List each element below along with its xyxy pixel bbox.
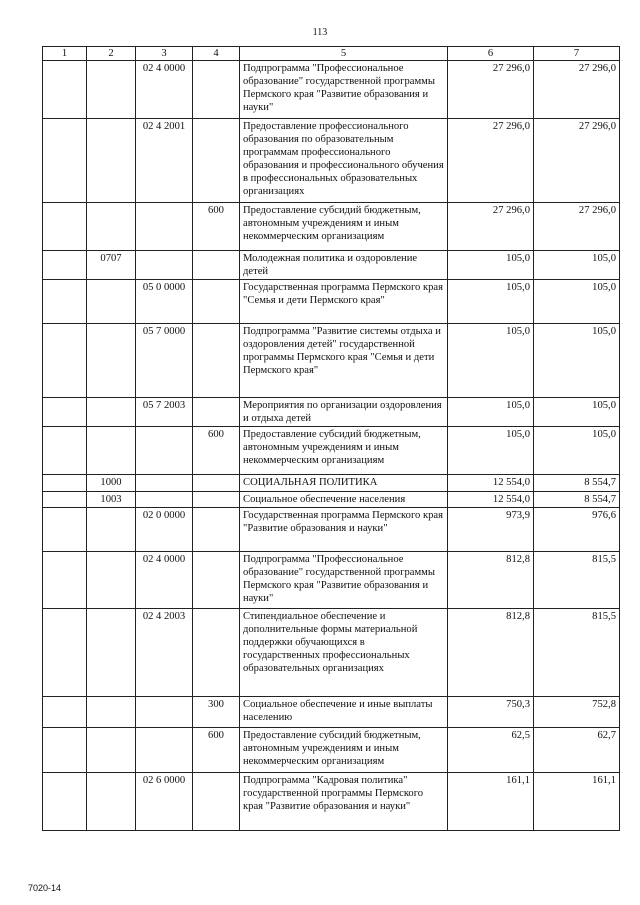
table-row: [43, 609, 620, 697]
cell-subsection: [87, 398, 136, 427]
cell-subsection: 1003: [87, 492, 136, 508]
cell-expense-type: [193, 280, 240, 324]
cell-expense-type: [193, 552, 240, 609]
cell-section: [43, 280, 87, 324]
table-row: [43, 552, 620, 609]
cell-amount-year-2: 105,0: [534, 324, 620, 398]
table-row: [43, 280, 620, 324]
table-row: [43, 697, 620, 728]
cell-amount-year-2: 976,6: [534, 508, 620, 552]
cell-amount-year-1: 27 296,0: [448, 61, 534, 119]
cell-amount-year-2: 27 296,0: [534, 203, 620, 251]
cell-expense-type: [193, 251, 240, 280]
column-header: 2: [87, 47, 136, 61]
cell-subsection: [87, 119, 136, 203]
cell-target-article: 02 6 0000: [136, 773, 193, 831]
cell-name: Социальное обеспечение и иные выплаты населению: [240, 697, 448, 728]
cell-target-article: 05 0 0000: [136, 280, 193, 324]
cell-amount-year-1: 62,5: [448, 728, 534, 773]
page-number: 113: [312, 27, 328, 38]
cell-subsection: [87, 280, 136, 324]
cell-section: [43, 728, 87, 773]
cell-subsection: [87, 324, 136, 398]
cell-expense-type: [193, 508, 240, 552]
cell-name: Молодежная политика и оздоровление детей: [240, 251, 448, 280]
cell-amount-year-2: 105,0: [534, 251, 620, 280]
table-row: [43, 398, 620, 427]
cell-section: [43, 609, 87, 697]
cell-target-article: [136, 728, 193, 773]
column-header: 5: [240, 47, 448, 61]
budget-table: [42, 46, 620, 831]
cell-amount-year-1: 812,8: [448, 552, 534, 609]
cell-expense-type: [193, 492, 240, 508]
cell-name: Подпрограмма "Профессиональное образование" государственной программы Пермского края "Развитие образования и науки": [240, 552, 448, 609]
cell-amount-year-2: 105,0: [534, 280, 620, 324]
cell-amount-year-2: 8 554,7: [534, 475, 620, 492]
table-body: [43, 61, 620, 831]
cell-target-article: 02 0 0000: [136, 508, 193, 552]
cell-expense-type: [193, 324, 240, 398]
cell-target-article: 02 4 0000: [136, 61, 193, 119]
table-row: [43, 324, 620, 398]
cell-subsection: [87, 552, 136, 609]
cell-name: Предоставление субсидий бюджетным, автономным учреждениям и иным некоммерческим организациям: [240, 203, 448, 251]
table-row: [43, 203, 620, 251]
cell-amount-year-2: 105,0: [534, 427, 620, 475]
table-row: [43, 61, 620, 119]
cell-name: Предоставление профессионального образования по образовательным программам профессионального образования и профессионального обучения в профессиональных образовательных организациях: [240, 119, 448, 203]
table-row: [43, 119, 620, 203]
cell-amount-year-2: 752,8: [534, 697, 620, 728]
cell-name: Предоставление субсидий бюджетным, автономным учреждениям и иным некоммерческим организациям: [240, 728, 448, 773]
cell-section: [43, 508, 87, 552]
column-header: 1: [43, 47, 87, 61]
cell-amount-year-1: 105,0: [448, 427, 534, 475]
cell-amount-year-1: 750,3: [448, 697, 534, 728]
cell-section: [43, 492, 87, 508]
cell-amount-year-2: 815,5: [534, 609, 620, 697]
cell-target-article: [136, 203, 193, 251]
cell-subsection: [87, 609, 136, 697]
cell-amount-year-2: 8 554,7: [534, 492, 620, 508]
cell-amount-year-2: 62,7: [534, 728, 620, 773]
header-row: [43, 47, 620, 61]
cell-amount-year-1: 105,0: [448, 251, 534, 280]
cell-section: [43, 119, 87, 203]
table-header: [43, 47, 620, 61]
cell-expense-type: [193, 475, 240, 492]
cell-target-article: [136, 475, 193, 492]
cell-amount-year-1: 105,0: [448, 398, 534, 427]
cell-amount-year-1: 27 296,0: [448, 119, 534, 203]
cell-subsection: 1000: [87, 475, 136, 492]
cell-amount-year-1: 12 554,0: [448, 475, 534, 492]
table-row: [43, 773, 620, 831]
cell-target-article: 02 4 2001: [136, 119, 193, 203]
cell-name: СОЦИАЛЬНАЯ ПОЛИТИКА: [240, 475, 448, 492]
cell-section: [43, 427, 87, 475]
cell-name: Подпрограмма "Профессиональное образование" государственной программы Пермского края "Развитие образования и науки": [240, 61, 448, 119]
cell-subsection: [87, 697, 136, 728]
column-header: 7: [534, 47, 620, 61]
cell-amount-year-1: 12 554,0: [448, 492, 534, 508]
cell-amount-year-2: 815,5: [534, 552, 620, 609]
cell-expense-type: [193, 398, 240, 427]
cell-amount-year-1: 812,8: [448, 609, 534, 697]
cell-section: [43, 697, 87, 728]
column-header: 6: [448, 47, 534, 61]
cell-amount-year-2: 27 296,0: [534, 61, 620, 119]
table-row: [43, 492, 620, 508]
cell-expense-type: [193, 609, 240, 697]
table-row: [43, 508, 620, 552]
cell-target-article: 02 4 0000: [136, 552, 193, 609]
cell-target-article: [136, 427, 193, 475]
cell-subsection: 0707: [87, 251, 136, 280]
cell-target-article: [136, 697, 193, 728]
cell-section: [43, 203, 87, 251]
cell-expense-type: [193, 119, 240, 203]
cell-section: [43, 398, 87, 427]
table-row: [43, 251, 620, 280]
cell-amount-year-2: 105,0: [534, 398, 620, 427]
table-row: [43, 728, 620, 773]
table-row: [43, 475, 620, 492]
cell-section: [43, 552, 87, 609]
column-header: 4: [193, 47, 240, 61]
cell-name: Предоставление субсидий бюджетным, автономным учреждениям и иным некоммерческим организациям: [240, 427, 448, 475]
cell-amount-year-2: 161,1: [534, 773, 620, 831]
cell-target-article: 02 4 2003: [136, 609, 193, 697]
cell-section: [43, 475, 87, 492]
cell-amount-year-1: 105,0: [448, 280, 534, 324]
cell-section: [43, 251, 87, 280]
footer-code: 7020-14: [28, 883, 62, 893]
cell-target-article: 05 7 2003: [136, 398, 193, 427]
cell-section: [43, 324, 87, 398]
cell-name: Социальное обеспечение населения: [240, 492, 448, 508]
cell-target-article: [136, 492, 193, 508]
cell-expense-type: 300: [193, 697, 240, 728]
cell-subsection: [87, 203, 136, 251]
cell-section: [43, 773, 87, 831]
cell-expense-type: [193, 773, 240, 831]
cell-expense-type: 600: [193, 427, 240, 475]
cell-subsection: [87, 773, 136, 831]
cell-name: Государственная программа Пермского края "Семья и дети Пермского края": [240, 280, 448, 324]
column-header: 3: [136, 47, 193, 61]
cell-name: Стипендиальное обеспечение и дополнительные формы материальной поддержки обучающихся в государственных профессиональных образовательных организациях: [240, 609, 448, 697]
cell-amount-year-1: 105,0: [448, 324, 534, 398]
cell-name: Подпрограмма "Кадровая политика" государственной программы Пермского края "Развитие образования и науки": [240, 773, 448, 831]
cell-expense-type: [193, 61, 240, 119]
cell-amount-year-1: 161,1: [448, 773, 534, 831]
cell-section: [43, 61, 87, 119]
cell-target-article: 05 7 0000: [136, 324, 193, 398]
cell-amount-year-2: 27 296,0: [534, 119, 620, 203]
cell-target-article: [136, 251, 193, 280]
cell-subsection: [87, 728, 136, 773]
cell-subsection: [87, 61, 136, 119]
cell-expense-type: 600: [193, 203, 240, 251]
cell-name: Подпрограмма "Развитие системы отдыха и оздоровления детей" государственной программы Пермского края "Семья и дети Пермского края": [240, 324, 448, 398]
cell-name: Мероприятия по организации оздоровления и отдыха детей: [240, 398, 448, 427]
cell-name: Государственная программа Пермского края "Развитие образования и науки": [240, 508, 448, 552]
cell-subsection: [87, 508, 136, 552]
cell-subsection: [87, 427, 136, 475]
cell-expense-type: 600: [193, 728, 240, 773]
cell-amount-year-1: 973,9: [448, 508, 534, 552]
cell-amount-year-1: 27 296,0: [448, 203, 534, 251]
table-row: [43, 427, 620, 475]
